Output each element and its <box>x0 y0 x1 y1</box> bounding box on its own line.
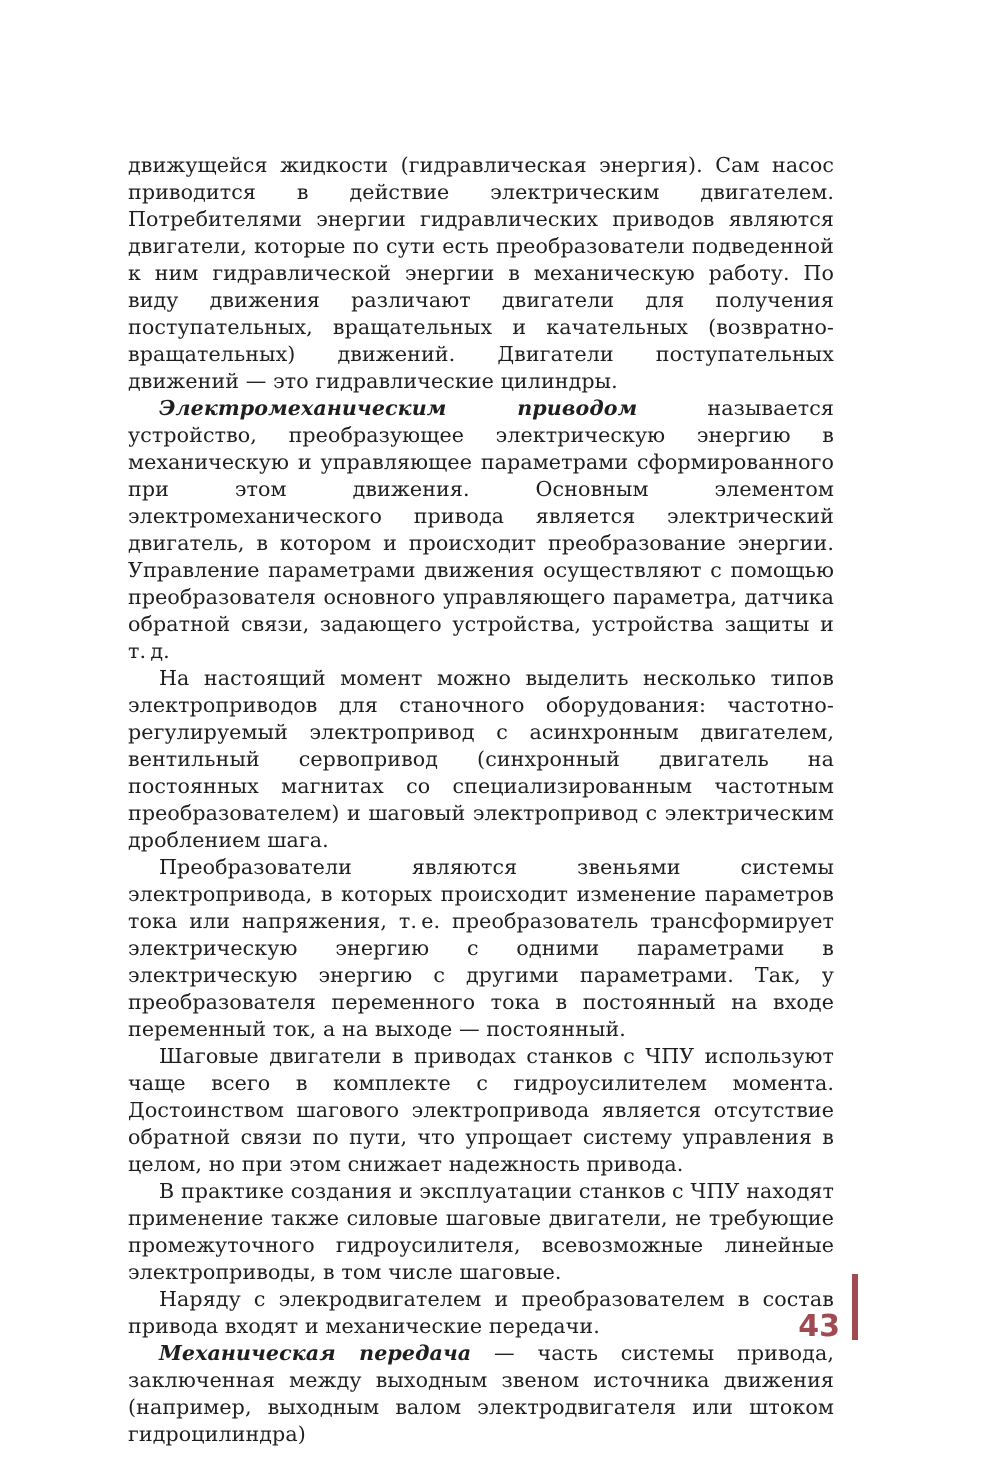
paragraph-1-text: движущейся жидкости (гидравлическая энергия). Сам насос приводится в действие электрическим двигателем. Потребителями энергии гидравлических приводов являются двигатели, которые по сути есть преобразователи подведенной к ним гидравлической энергии в механическую работу. По виду движения различают двигатели для получения поступательных, вращательных и качательных (возвратно-вращательных) движений. Двигатели поступательных движений — это гидравлические цилиндры. <box>128 153 834 393</box>
page-number: 43 <box>798 1309 840 1344</box>
term-mechanical-transmission: Механическая передача <box>159 1341 472 1365</box>
paragraph-4-text: Преобразователи являются звеньями системы электропривода, в которых происходит изменение параметров тока или напряжения, т. е. преобразователь трансформирует электрическую энергию с одними параметрами в электрическую энергию с другими параметрами. Так, у преобразователя переменного тока в постоянный на входе переменный ток, а на выходе — постоянный. <box>128 855 834 1041</box>
paragraph-4 <box>128 854 834 1043</box>
term-electromechanical-drive: Электромеханическим приводом <box>159 396 638 420</box>
paragraph-5-text: Шаговые двигатели в приводах станков с ЧПУ используют чаще всего в комплекте с гидроусилителем момента. Достоинством шагового электропривода является отсутствие обратной связи по пути, что упрощает систему управления в целом, но при этом снижает надежность привода. <box>128 1044 834 1176</box>
paragraph-3 <box>128 665 834 854</box>
paragraph-8-text: — часть системы привода, заключенная между выходным звеном источника движения (например, выходным валом электродвигателя или штоком гидроцилиндра) <box>128 1341 834 1446</box>
paragraph-8 <box>128 1340 834 1448</box>
paragraph-5 <box>128 1043 834 1178</box>
page-number-bar <box>852 1274 858 1340</box>
paragraph-2-text: называется устройство, преобразующее электрическую энергию в механическую и управляющее параметрами сформированного при этом движения. Основным элементом электромеханического привода является электрический двигатель, в котором и происходит преобразование энергии. Управление параметрами движения осуществляют с помощью преобразователя основного управляющего параметра, датчика обратной связи, задающего устройства, устройства защиты и т. д. <box>128 396 835 663</box>
paragraph-7-text: Наряду с элекродвигателем и преобразователем в состав привода входят и механические передачи. <box>128 1287 834 1338</box>
paragraph-3-text: На настоящий момент можно выделить несколько типов электроприводов для станочного оборудования: частотно-регулируемый электропривод с асинхронным двигателем, вентильный сервопривод (синхронный двигатель на постоянных магнитах со специализированным частотным преобразователем) и шаговый электропривод с электрическим дроблением шага. <box>128 666 834 852</box>
paragraph-2 <box>128 395 834 665</box>
paragraph-1 <box>128 152 834 395</box>
paragraph-6 <box>128 1178 834 1286</box>
paragraph-7 <box>128 1286 834 1340</box>
paragraph-6-text: В практике создания и эксплуатации станков с ЧПУ находят применение также силовые шаговые двигатели, не требующие промежуточного гидроусилителя, всевозможные линейные электроприводы, в том числе шаговые. <box>128 1179 834 1284</box>
body-text <box>128 152 834 1448</box>
